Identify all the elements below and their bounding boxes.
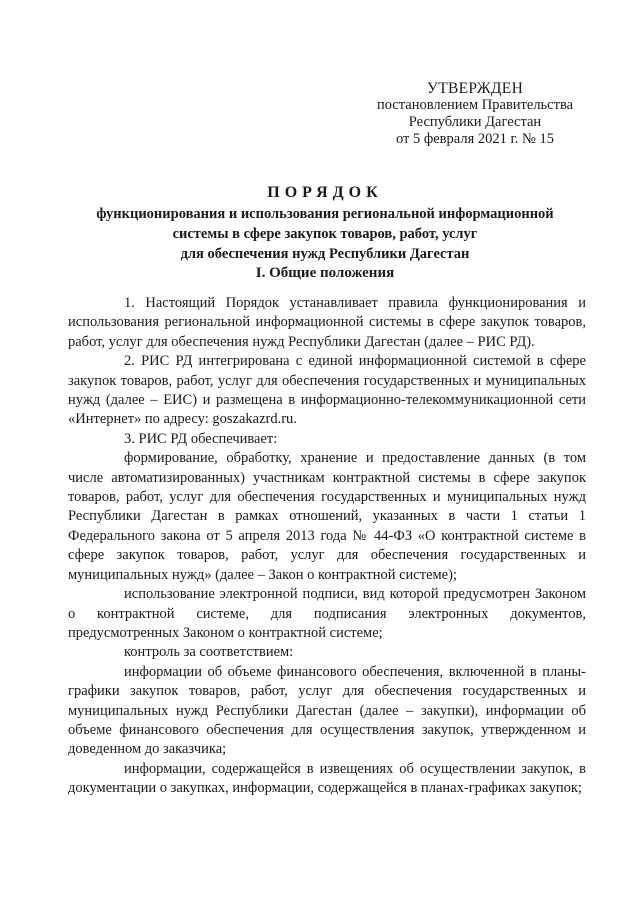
- paragraph: 2. РИС РД интегрирована с единой информационной системой в сфере закупок товаров, работ, услуг для обеспечения государственных и муниципальных нужд (далее – ЕИС) и размещена в информационно-телекоммуникационной сети «Интернет» по адресу: goszakazrd.ru.: [68, 353, 586, 428]
- document-subtitle-line: системы в сфере закупок товаров, работ, услуг: [172, 226, 478, 242]
- approval-line: постановлением Правительства: [376, 97, 574, 113]
- title-block: [60, 182, 590, 264]
- paragraph: контроль за соответствием:: [124, 644, 294, 661]
- paragraph: формирование, обработку, хранение и предоставление данных (в том числе автоматизированных) участникам контрактной системы в сфере закупок товаров, работ, услуг для обеспечения государственных и муниципальных нужд Республики Дагестан в рамках отношений, указанных в части 1 статьи 1 Федерального закона от 5 апреля 2013 года № 44-ФЗ «О контрактной системе в сфере закупок товаров, работ, услуг для обеспечения государственных и муниципальных нужд» (далее – Закон о контрактной системе);: [68, 450, 586, 583]
- approval-date: от 5 февраля 2021 г. № 15: [395, 131, 555, 147]
- paragraph: 1. Настоящий Порядок устанавливает правила функционирования и использования региональной информационной системы в сфере закупок товаров, работ, услуг для обеспечения нужд Республики Дагестан (далее – РИС РД).: [68, 295, 586, 350]
- document-title: ПОРЯДОК: [267, 184, 383, 201]
- approval-stamp: [360, 80, 590, 148]
- paragraph: информации, содержащейся в извещениях об осуществлении закупок, в документации о закупках, информации, содержащейся в планах-графиках закупок;: [68, 760, 586, 797]
- paragraph: использование электронной подписи, вид которой предусмотрен Законом о контрактной системе, для подписания электронных документов, предусмотренных Законом о контрактной системе;: [68, 586, 586, 641]
- paragraph: 3. РИС РД обеспечивает:: [124, 430, 278, 447]
- document-body: [68, 294, 586, 799]
- document-subtitle-line: для обеспечения нужд Республики Дагестан: [180, 246, 470, 262]
- paragraph: информации об объеме финансового обеспечения, включенной в планы-графики закупок товаров, работ, услуг для обеспечения государственных и муниципальных нужд Республики Дагестан (далее – закупки), информации об объеме финансового обеспечения для осуществления закупок, утвержденном и доведенном до заказчика;: [68, 663, 586, 758]
- section-heading: I. Общие положения: [255, 265, 395, 281]
- approval-line: Республики Дагестан: [408, 114, 542, 130]
- approval-heading: УТВЕРЖДЕН: [426, 80, 524, 97]
- document-subtitle-line: функционирования и использования региональной информационной: [96, 206, 554, 222]
